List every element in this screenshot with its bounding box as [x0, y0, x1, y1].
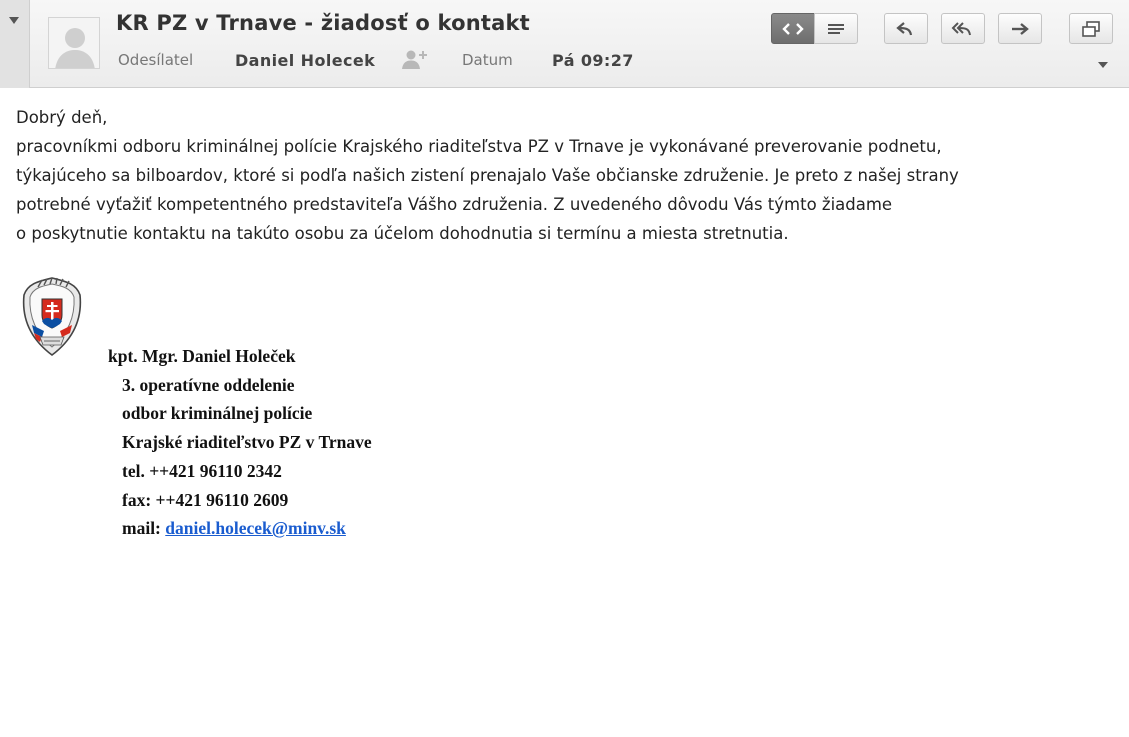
signature-organization: Krajské riaditeľstvo PZ v Trnave: [122, 432, 372, 453]
reply-icon: [896, 21, 916, 37]
forward-icon: [1010, 22, 1030, 36]
open-new-window-button[interactable]: [1069, 13, 1113, 44]
from-label: Odesílatel: [118, 51, 194, 69]
police-crest-logo: [20, 275, 84, 359]
new-window-icon: [1081, 20, 1101, 38]
signature-mail-row: [108, 514, 372, 543]
date-label: Datum: [462, 51, 513, 69]
menu-icon: [827, 22, 845, 36]
sender-name[interactable]: Daniel Holecek: [235, 51, 376, 70]
body-line: pracovníkmi odboru kriminálnej polície Krajského riaditeľstva PZ v Trnave je vykonávané preverovanie podnetu,: [16, 137, 942, 156]
forward-button[interactable]: [998, 13, 1042, 44]
code-icon: [782, 22, 804, 36]
email-signature: [108, 342, 372, 543]
signature-department: 3. operatívne oddelenie: [122, 374, 295, 395]
signature-name: kpt. Mgr. Daniel Holeček: [108, 346, 296, 366]
reply-button[interactable]: [884, 13, 928, 44]
signature-division: odbor kriminálnej polície: [122, 403, 313, 424]
signature-mail-label: mail:: [122, 518, 166, 539]
message-body: [16, 103, 1116, 248]
body-line: potrebné vyťažiť kompetentného predstaviteľa Vášho združenia. Z uvedeného dôvodu Vás týmto žiadame: [16, 195, 893, 214]
message-header: [0, 0, 1129, 88]
signature-phone: tel. ++421 96110 2342: [122, 460, 282, 481]
view-source-button[interactable]: [771, 13, 815, 44]
body-line: o poskytnutie kontaktu na takúto osobu za účelom dohodnutia si termínu a miesta stretnutia.: [16, 224, 789, 243]
reply-all-button[interactable]: [941, 13, 985, 44]
message-subject: KR PZ v Trnave - žiadosť o kontakt: [116, 11, 530, 35]
message-date: Pá 09:27: [552, 51, 634, 70]
signature-fax: fax: ++421 96110 2609: [122, 489, 289, 510]
collapse-header-button[interactable]: [0, 0, 30, 88]
add-contact-icon[interactable]: [400, 48, 430, 70]
view-menu-button[interactable]: [814, 13, 858, 44]
more-options-chevron-icon[interactable]: [1098, 62, 1108, 68]
body-line: týkajúceho sa bilboardov, ktoré si podľa našich zistení prenajalo Vaše občianske združenie. Je preto z našej strany: [16, 166, 959, 185]
email-link[interactable]: daniel.holecek@minv.sk: [165, 518, 346, 539]
greeting: Dobrý deň,: [16, 108, 108, 127]
person-placeholder-icon: [49, 18, 100, 69]
reply-all-icon: [951, 21, 975, 37]
chevron-down-icon: [9, 17, 19, 24]
avatar: [48, 17, 100, 69]
